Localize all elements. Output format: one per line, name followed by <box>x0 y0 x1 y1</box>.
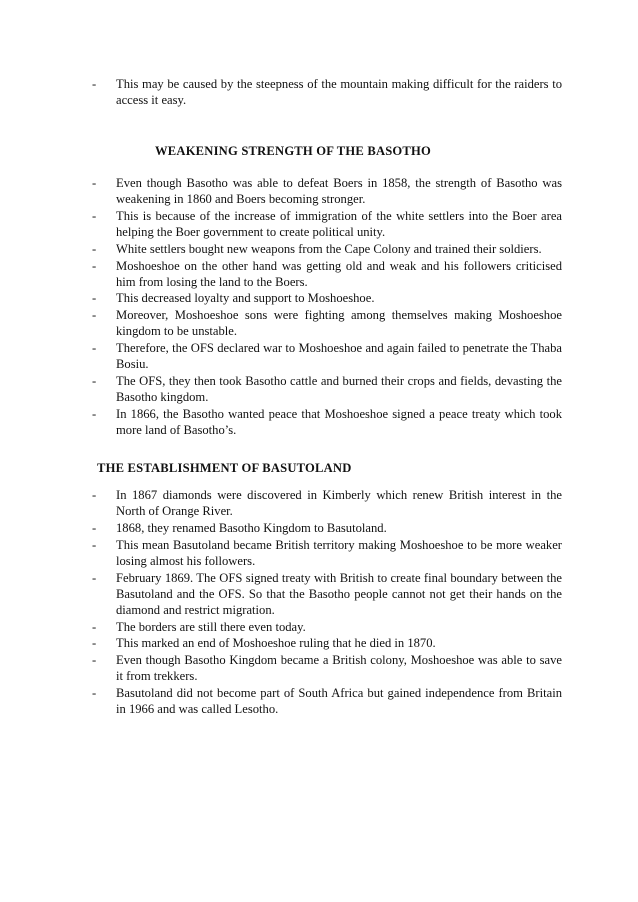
list-item <box>92 487 562 519</box>
list-item <box>92 208 562 240</box>
list-item <box>92 619 562 635</box>
section-heading-weakening: WEAKENING STRENGTH OF THE BASOTHO <box>155 144 432 158</box>
list-item <box>92 406 562 438</box>
bullet-dash: - <box>92 373 97 388</box>
list-item-text: Even though Basotho was able to defeat Boers in 1858, the strength of Basotho was weakening in 1860 and Boers becoming stronger. <box>116 176 562 207</box>
intro-bullet-list <box>92 76 562 109</box>
list-item-text: In 1866, the Basotho wanted peace that Moshoeshoe signed a peace treaty which took more land of Basotho’s. <box>116 406 562 438</box>
list-item <box>92 635 562 651</box>
list-item <box>92 258 562 290</box>
list-item-text: Therefore, the OFS declared war to Moshoeshoe and again failed to penetrate the Thaba Bosiu. <box>116 341 562 372</box>
list-item-text: Moshoeshoe on the other hand was getting old and weak and his followers criticised him from losing the land to the Boers. <box>116 258 562 289</box>
list-item <box>92 685 562 717</box>
bullet-dash: - <box>92 537 97 552</box>
weakening-bullet-list <box>92 175 562 439</box>
list-item-text: 1868, they renamed Basotho Kingdom to Basutoland. <box>116 520 387 535</box>
list-item-text: Even though Basotho Kingdom became a British colony, Moshoeshoe was able to save it from trekkers. <box>116 653 562 684</box>
list-item <box>92 175 562 207</box>
bullet-dash: - <box>92 208 97 223</box>
bullet-dash: - <box>92 636 97 651</box>
bullet-dash: - <box>92 308 97 323</box>
list-item <box>92 340 562 372</box>
list-item-text: White settlers bought new weapons from the Cape Colony and trained their soldiers. <box>116 241 542 256</box>
list-item-text: The OFS, they then took Basotho cattle and burned their crops and fields, devasting the Basotho kingdom. <box>116 373 562 405</box>
establishment-bullet-list <box>92 487 562 718</box>
list-item <box>92 76 562 108</box>
bullet-dash: - <box>92 685 97 700</box>
bullet-dash: - <box>92 258 97 273</box>
bullet-dash: - <box>92 488 97 502</box>
bullet-dash: - <box>92 291 97 306</box>
list-item <box>92 290 562 306</box>
bullet-dash: - <box>92 653 97 668</box>
list-item-text: This is because of the increase of immigration of the white settlers into the Boer area helping the Boer government to create political unity. <box>116 208 562 240</box>
section-heading-establishment: THE ESTABLISHMENT OF BASUTOLAND <box>97 461 352 475</box>
list-item <box>92 520 562 536</box>
list-item <box>92 537 562 569</box>
bullet-dash: - <box>92 406 97 421</box>
list-item-text: This decreased loyalty and support to Moshoeshoe. <box>116 291 375 306</box>
bullet-dash: - <box>92 341 97 356</box>
list-item-text: This marked an end of Moshoeshoe ruling that he died in 1870. <box>116 636 436 651</box>
list-item-text: Moreover, Moshoeshoe sons were fighting among themselves making Moshoeshoe kingdom to be unstable. <box>116 308 562 339</box>
bullet-dash: - <box>92 241 97 256</box>
bullet-dash: - <box>92 77 97 91</box>
list-item-text: February 1869. The OFS signed treaty with British to create final boundary between the Basutoland and the OFS. So that the Basotho people cannot not get their hands on the diamond and restrict migration. <box>116 570 562 617</box>
list-item-text: Basutoland did not become part of South Africa but gained independence from Britain in 1966 and was called Lesotho. <box>116 685 562 717</box>
list-item-text: This mean Basutoland became British territory making Moshoeshoe to be more weaker losing almost his followers. <box>116 537 562 568</box>
bullet-dash: - <box>92 570 97 585</box>
list-item-text: The borders are still there even today. <box>116 619 306 634</box>
list-item-text: In 1867 diamonds were discovered in Kimberly which renew British interest in the North of Orange River. <box>116 488 562 519</box>
list-item <box>92 570 562 619</box>
list-item <box>92 307 562 339</box>
bullet-dash: - <box>92 619 97 634</box>
list-item <box>92 652 562 684</box>
bullet-dash: - <box>92 176 97 190</box>
list-item <box>92 373 562 405</box>
list-item <box>92 241 562 257</box>
list-item-text: This may be caused by the steepness of the mountain making difficult for the raiders to access it easy. <box>116 77 562 108</box>
bullet-dash: - <box>92 520 97 535</box>
